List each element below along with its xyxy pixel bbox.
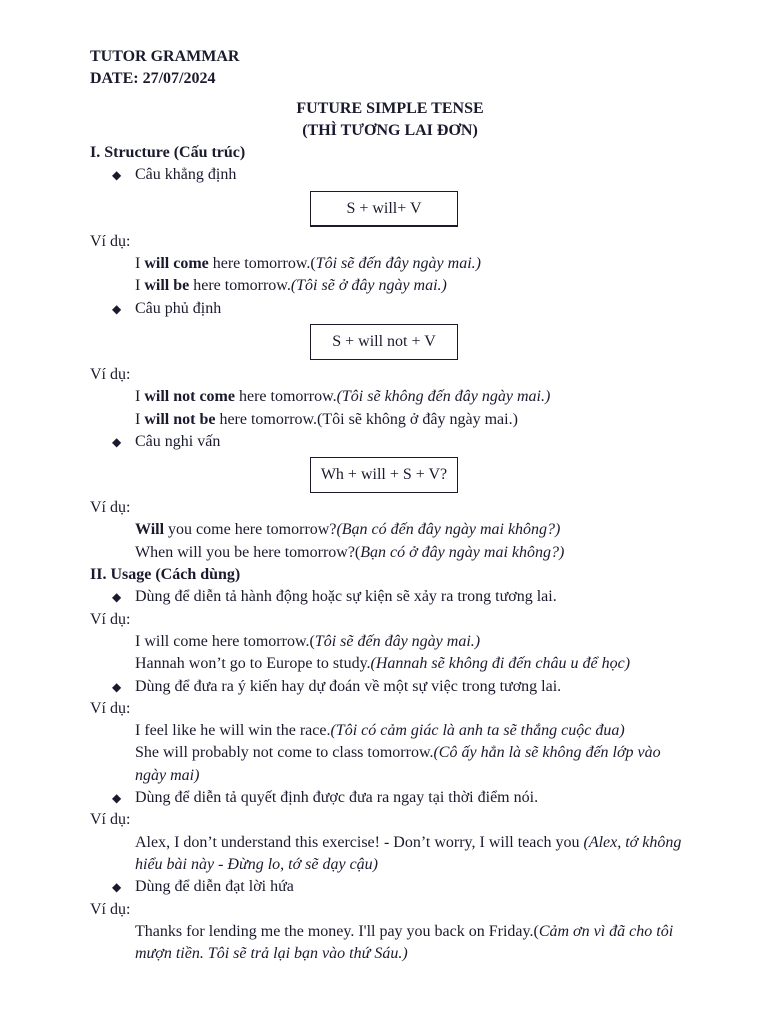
formula-row: [90, 453, 690, 497]
diamond-bullet-icon: ◆: [112, 434, 122, 449]
example-label: Ví dụ:: [90, 900, 131, 918]
formula-box-question: Wh + will + S + V?: [310, 457, 458, 493]
bullet-usage-4: [90, 876, 690, 898]
formula-row: [90, 187, 690, 231]
bullet-label: Dùng để diễn tả quyết định được đưa ra ngay tại thời điểm nói.: [135, 789, 539, 807]
bullet-label: Dùng để đưa ra ý kiến hay dự đoán về một sự việc trong tương lai.: [135, 677, 562, 695]
bullet-label: Dùng để diễn tả hành động hoặc sự kiện sẽ xảy ra trong tương lai.: [135, 588, 557, 606]
example-label: Ví dụ:: [90, 499, 131, 517]
example-sentence: She will probably not come to class tomorrow.(Cô ấy hẳn là sẽ không đến lớp vào ngày mai): [135, 744, 661, 784]
diamond-bullet-icon: ◆: [112, 880, 122, 895]
diamond-bullet-icon: ◆: [112, 590, 122, 605]
example-sentence: Thanks for lending me the money. I'll pay you back on Friday.(Cảm ơn vì đã cho tôi mượn tiền. Tôi sẽ trả lại bạn vào thứ Sáu.): [135, 922, 674, 963]
example-sentence: I will come here tomorrow.(Tôi sẽ đến đây ngày mai.): [135, 632, 481, 650]
document-page: [90, 46, 690, 965]
section-heading-structure: I. Structure (Cấu trúc): [90, 144, 246, 162]
bullet-negative: [90, 298, 690, 320]
diamond-bullet-icon: ◆: [112, 679, 122, 694]
diamond-bullet-icon: ◆: [112, 791, 122, 806]
bullet-usage-1: [90, 586, 690, 608]
example-sentence: Hannah won’t go to Europe to study.(Hannah sẽ không đi đến châu u để học): [135, 655, 631, 673]
date-header: DATE: 27/07/2024: [90, 70, 216, 88]
diamond-bullet-icon: ◆: [112, 301, 122, 316]
bullet-question: [90, 431, 690, 453]
example-sentence: Alex, I don’t understand this exercise! - Don’t worry, I will teach you (Alex, tớ không hiểu bài này - Đừng lo, tớ sẽ dạy cậu): [135, 833, 682, 873]
bullet-label: Câu phủ định: [135, 299, 222, 317]
bullet-usage-2: [90, 676, 690, 698]
bullet-affirmative: [90, 164, 690, 186]
formula-box-negative: S + will not + V: [310, 324, 458, 360]
example-sentence: Will you come here tomorrow?(Bạn có đến đây ngày mai không?): [135, 521, 561, 539]
example-sentence: When will you be here tomorrow?(Bạn có ở đây ngày mai không?): [135, 543, 565, 561]
formula-row: [90, 320, 690, 364]
example-label: Ví dụ:: [90, 811, 131, 829]
diamond-bullet-icon: ◆: [112, 168, 122, 183]
example-sentence: I will come here tomorrow.(Tôi sẽ đến đây ngày mai.): [135, 255, 481, 273]
bullet-label: Câu nghi vấn: [135, 432, 221, 450]
example-sentence: I feel like he will win the race.(Tôi có cảm giác là anh ta sẽ thắng cuộc đua): [135, 722, 625, 740]
bullet-label: Câu khẳng định: [135, 166, 237, 184]
example-label: Ví dụ:: [90, 365, 131, 383]
bullet-label: Dùng để diễn đạt lời hứa: [135, 878, 294, 896]
example-sentence: I will not be here tomorrow.(Tôi sẽ không ở đây ngày mai.): [135, 410, 518, 428]
title-line-2: (THÌ TƯƠNG LAI ĐƠN): [302, 121, 478, 139]
example-label: Ví dụ:: [90, 610, 131, 628]
example-sentence: I will not come here tomorrow.(Tôi sẽ không đến đây ngày mai.): [135, 388, 551, 406]
title-line-1: FUTURE SIMPLE TENSE: [296, 99, 484, 117]
example-label: Ví dụ:: [90, 232, 131, 250]
section-heading-usage: II. Usage (Cách dùng): [90, 566, 241, 584]
formula-box-affirmative: S + will+ V: [310, 191, 458, 227]
example-sentence: I will be here tomorrow.(Tôi sẽ ở đây ngày mai.): [135, 277, 447, 295]
tutor-header: TUTOR GRAMMAR: [90, 48, 240, 65]
bullet-usage-3: [90, 787, 690, 809]
example-label: Ví dụ:: [90, 699, 131, 717]
